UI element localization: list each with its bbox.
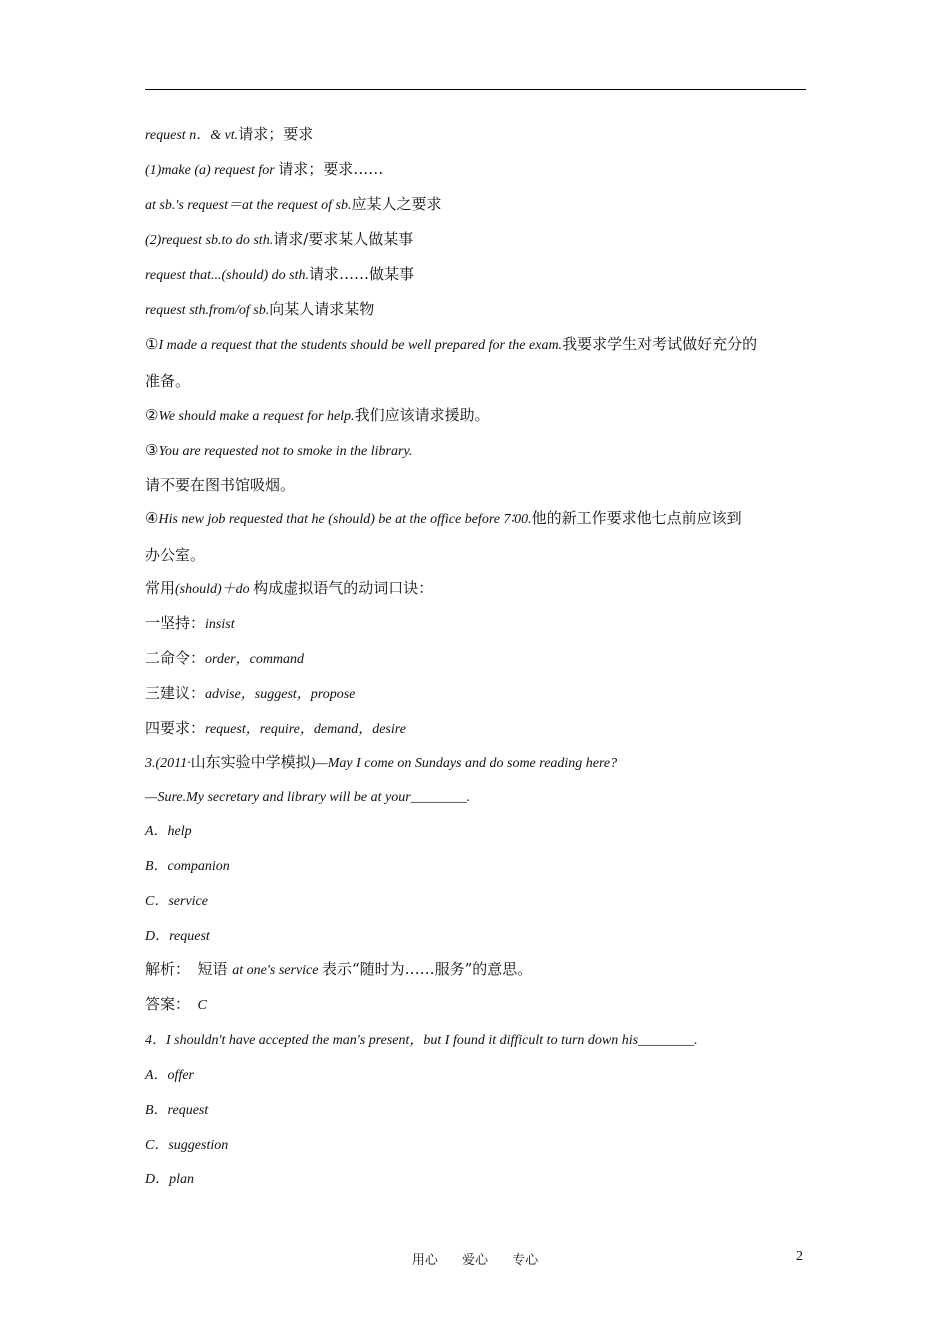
english-text: A．help [145, 824, 192, 839]
text-line [145, 159, 820, 181]
text-line [145, 648, 820, 670]
prefix-text: 常用 [145, 579, 176, 597]
text-line [145, 890, 820, 912]
page-number: 2 [796, 1249, 803, 1264]
chinese-text: 办公室。 [145, 546, 206, 564]
chinese-text: 表示“随时为……服务”的意思。 [321, 960, 533, 978]
english-text: at sb.'s request＝at the request of sb. [145, 198, 352, 213]
english-text: order，command [205, 652, 305, 667]
prefix-text: 答案： [145, 995, 198, 1013]
text-line [145, 508, 820, 530]
english-text: advise，suggest，propose [205, 687, 356, 702]
text-line [145, 820, 820, 842]
chinese-text: 向某人请求某物 [269, 300, 375, 318]
chinese-text: 应某人之要求 [351, 195, 442, 213]
text-line [145, 855, 820, 877]
text-line [145, 299, 820, 321]
text-line [145, 194, 820, 216]
text-line [145, 229, 820, 251]
chinese-text: 我要求学生对考试做好充分的 [562, 335, 758, 353]
prefix-text: ③ [145, 441, 159, 459]
text-line [145, 1064, 820, 1086]
english-text: D．plan [145, 1172, 194, 1187]
text-line [145, 334, 820, 356]
english-text: C．suggestion [145, 1138, 229, 1153]
footer-word-3: 专心 [512, 1253, 539, 1268]
text-line [145, 405, 820, 427]
english-text: request sth.from/of sb. [145, 303, 270, 318]
footer-word-1: 用心 [411, 1253, 438, 1268]
chinese-text: 山东实验中学模拟 [190, 753, 311, 771]
english-text: C [197, 998, 207, 1013]
english-text: (2)request sb.to do sth. [145, 233, 274, 248]
english-text: A．offer [145, 1068, 194, 1083]
text-line [145, 1099, 820, 1121]
prefix-text: ② [145, 406, 159, 424]
text-line [145, 440, 820, 462]
chinese-text: 请求/要求某人做某事 [273, 230, 414, 248]
english-text: (should)＋do [175, 582, 254, 597]
chinese-text: 请求；要求 [238, 125, 314, 143]
english-text: His new job requested that he (should) be at the office before 7∶00. [158, 512, 532, 527]
footer-motto [0, 1249, 950, 1268]
prefix-text: ④ [145, 509, 159, 527]
chinese-text: 我们应该请求援助。 [354, 406, 490, 424]
text-line [145, 1168, 820, 1190]
english-text: B．companion [145, 859, 230, 874]
text-line [145, 786, 820, 808]
chinese-text: 构成虚拟语气的动词口诀： [253, 579, 434, 597]
text-line [145, 475, 820, 495]
english-text: at one's service [232, 963, 322, 978]
text-line [145, 718, 820, 740]
chinese-text: 请不要在图书馆吸烟。 [145, 476, 296, 494]
chinese-text: 请求……做某事 [308, 265, 414, 283]
text-line [145, 264, 820, 286]
english-text: request n．& vt. [145, 128, 239, 143]
english-text: C．service [145, 894, 208, 909]
text-line [145, 994, 820, 1016]
text-line [145, 959, 820, 981]
english-text: 3.(2011· [145, 756, 191, 771]
chinese-text: 准备。 [145, 372, 191, 390]
prefix-text: 二命令： [145, 649, 206, 667]
text-line [145, 124, 820, 146]
footer-word-2: 爱心 [461, 1253, 488, 1268]
prefix-text: 四要求： [145, 719, 206, 737]
english-text: insist [205, 617, 235, 632]
english-text: B．request [145, 1103, 209, 1118]
text-line [145, 683, 820, 705]
prefix-text: ① [145, 335, 159, 353]
english-text: —Sure.My secretary and library will be at your________. [145, 790, 471, 805]
english-text: 4．I shouldn't have accepted the man's present，but I found it difficult to turn down his________. [145, 1033, 698, 1048]
text-line [145, 1134, 820, 1156]
text-line [145, 371, 820, 391]
english-text: D．request [145, 929, 210, 944]
prefix-text: 一坚持： [145, 614, 206, 632]
prefix-text: 三建议： [145, 684, 206, 702]
prefix-text: 解析： 短语 [145, 960, 233, 978]
text-line [145, 752, 820, 774]
text-line [145, 1029, 820, 1051]
text-line [145, 925, 820, 947]
text-line [145, 613, 820, 635]
english-text: request that...(should) do sth. [145, 268, 309, 283]
english-text: request，require，demand，desire [205, 722, 406, 737]
english-text: You are requested not to smoke in the library. [158, 444, 413, 459]
text-line [145, 578, 820, 600]
english-text: )—May I come on Sundays and do some reading here? [310, 756, 618, 771]
english-text: I made a request that the students should be well prepared for the exam. [158, 338, 563, 353]
english-text: (1)make (a) request for [145, 163, 279, 178]
chinese-text: 请求；要求…… [278, 160, 384, 178]
chinese-text: 他的新工作要求他七点前应该到 [531, 509, 742, 527]
english-text: We should make a request for help. [158, 409, 355, 424]
text-line [145, 545, 820, 565]
header-rule [145, 89, 806, 90]
